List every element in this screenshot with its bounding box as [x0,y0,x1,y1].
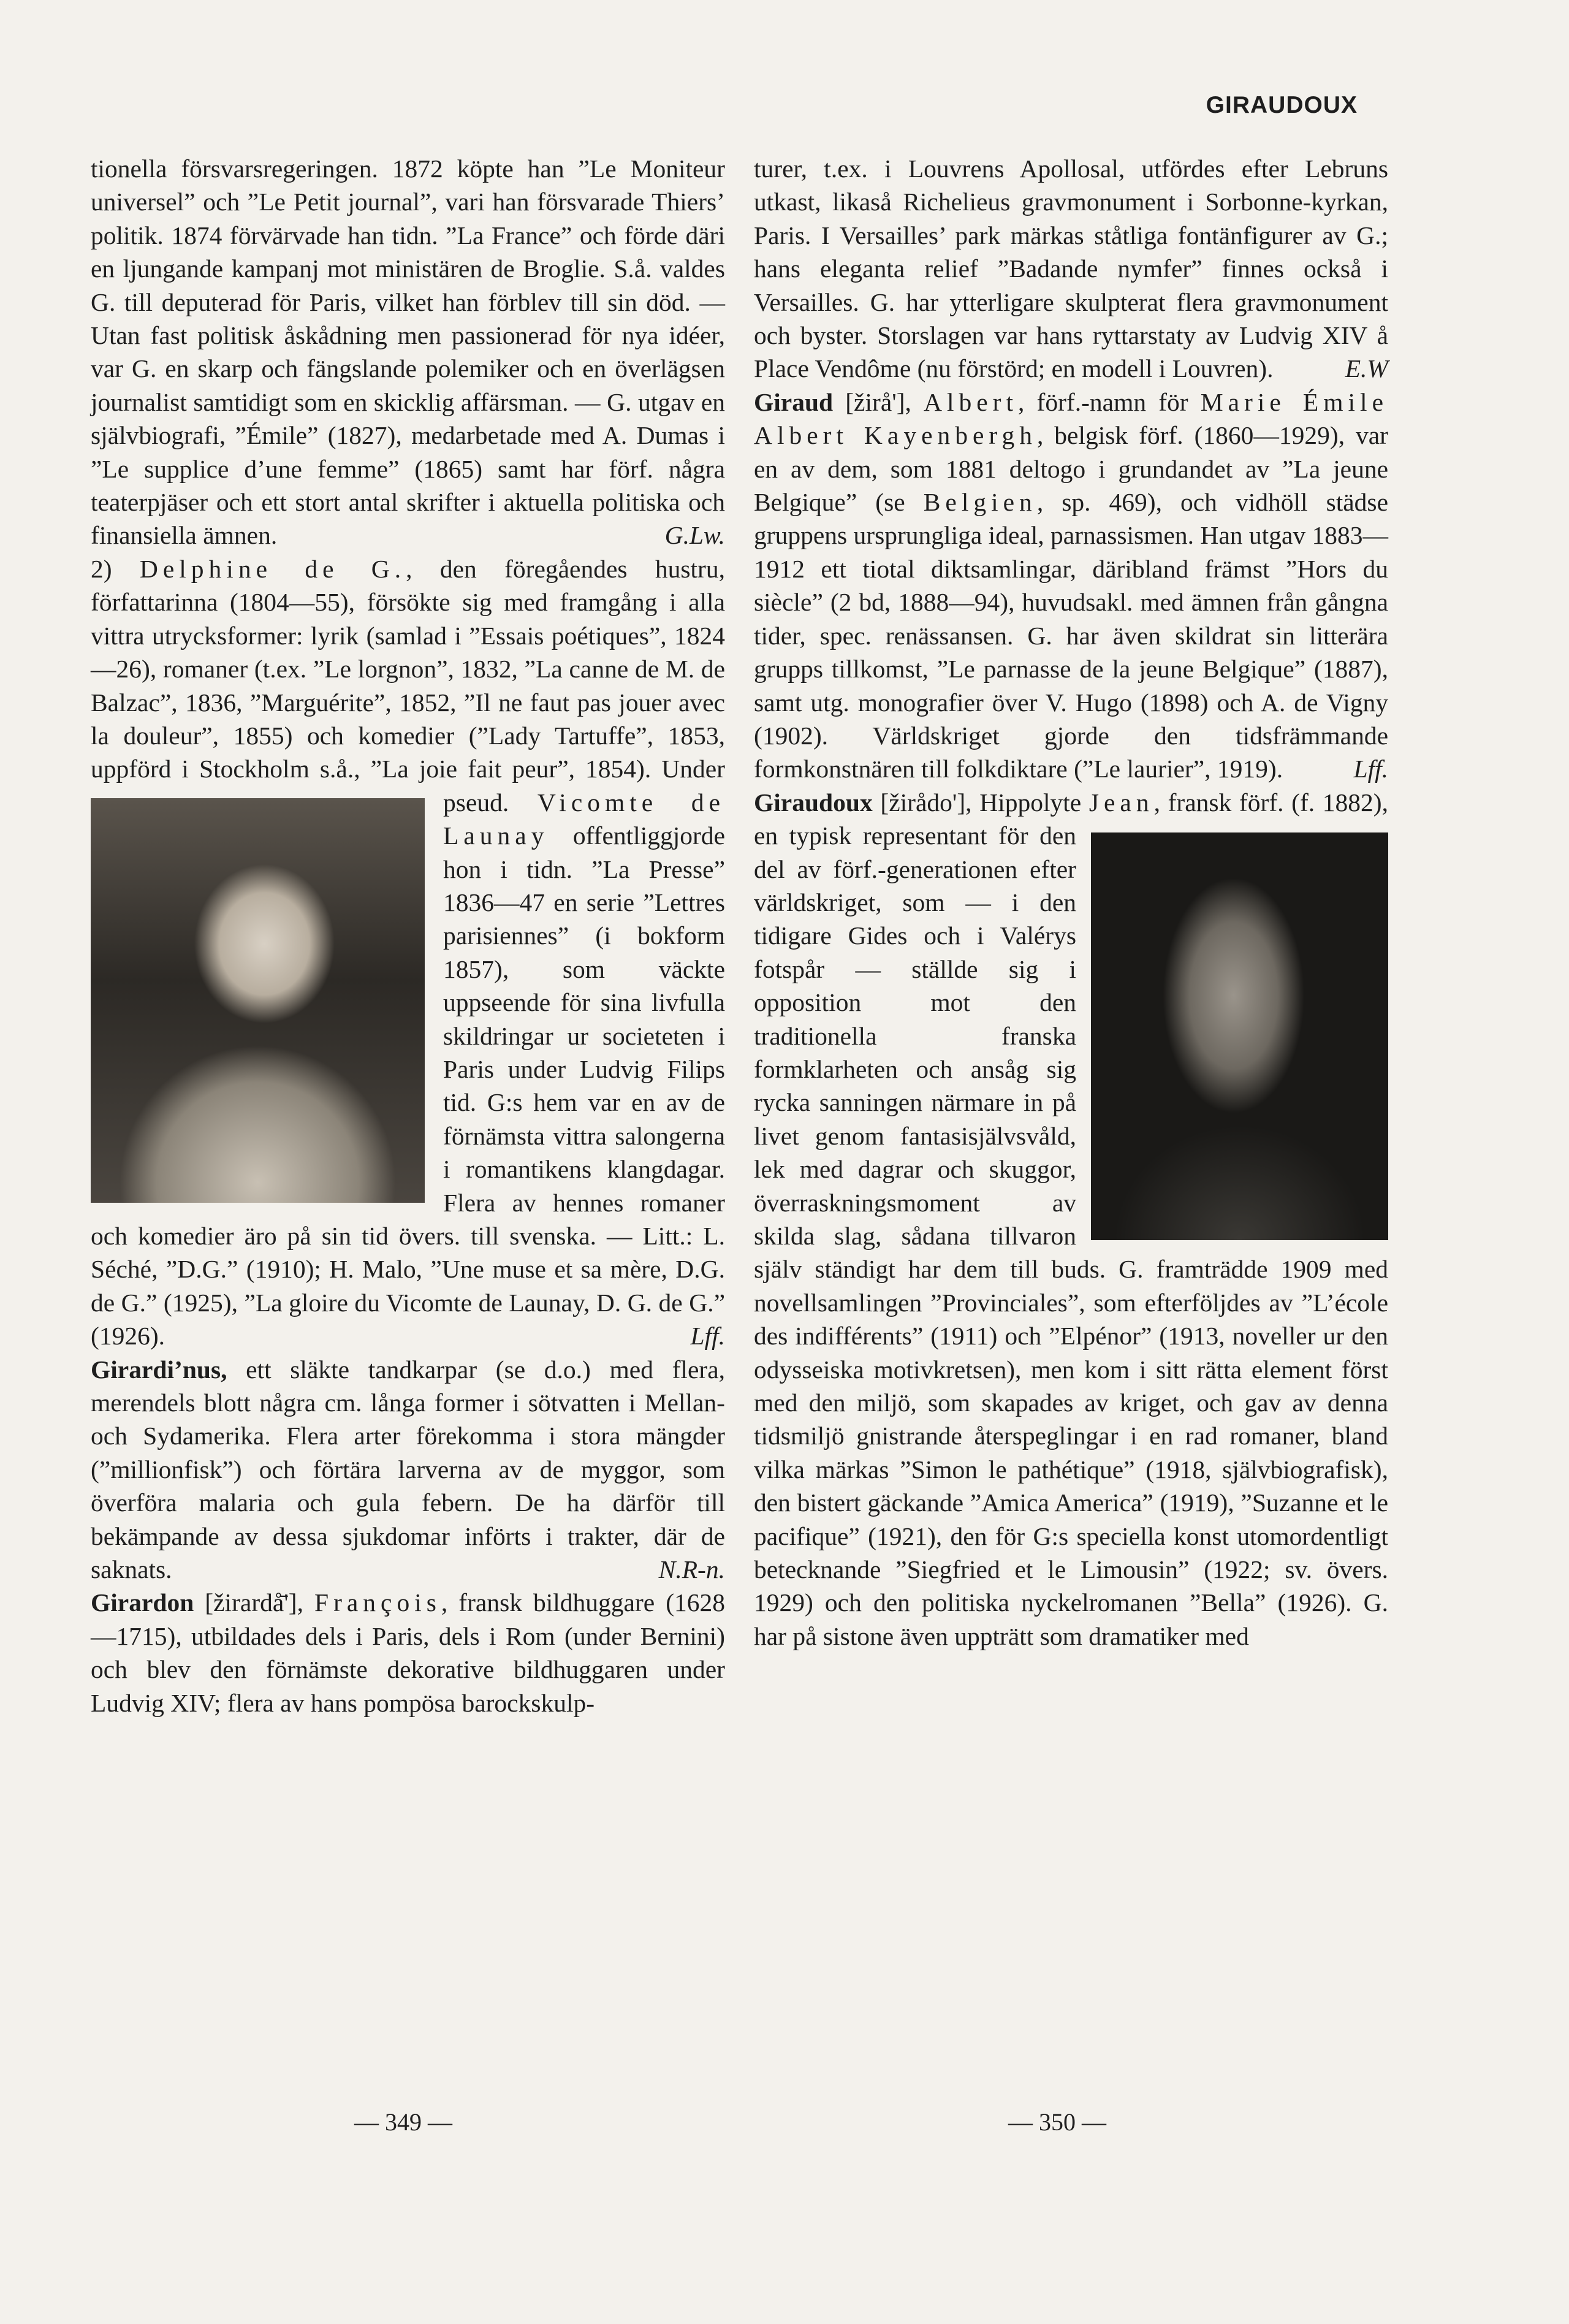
portrait-giraudoux [1091,832,1388,1240]
portrait-delphine [91,798,425,1203]
running-head: GIRAUDOUX [1206,92,1358,118]
entry-name-spaced: Jean [1088,788,1154,817]
author-signature: Lff. [1353,755,1388,783]
headword: Giraud [754,387,834,416]
entry-name: Albert [924,387,1019,416]
page-number-left: — 349 — [354,2108,452,2136]
article-giraudoux: Giraudoux [žirådo'], Hippolyte Jean , fransk förf. (f. 1882), en typisk representant för den del av förf.-generationen efter världskriget, som — i den tidigare Gides och i Valérys fotspår — ställde sig i opposition mot den traditionella franska formklarheten och ansåg sig rycka sanningen närmare in på livet genom fantasisjälvsvåld, lek med dagrar och skuggor, överraskningsmoment av skilda slag, sådana tillvaron själv ständigt har dem till buds. G. framträdde 1909 med novellsamlingen ”Provinciales”, som efterföljdes av ”L’école des indifférents” (1911) och ”Elpénor” (1913, noveller ur den odysseiska motivkretsen), men kom i sitt rätta element först med den miljö, som skapades av kriget, och gav av denna tidsmiljö gnistrande återspeglingar i en rad romaner, bland vilka märkas ”Simon le pathétique” (1918, självbiografisk), den bistert gäckande ”Amica America” (1919), ”Suzanne et le pacifique” (1921), den för G:s speciella konst utomordentligt betecknande ”Siegfried et le Limousin” (1922; sv. övers. 1929) och den politiska nyckelromanen ”Bella” (1926). G. har på sistone även uppträtt som dramatiker med [754,788,1389,1650]
pronunciation: [žirardå̄'], [194,1588,314,1617]
page-number-right: — 350 — [1008,2108,1106,2136]
entry-name: Hippolyte [979,788,1089,817]
entry-name: Delphine de G. [139,554,406,583]
headword: Girardi’nus, [91,1355,227,1384]
left-column [91,152,725,1720]
article-continuation: tionella försvarsregeringen. 1872 köpte han ”Le Moniteur universel” och ”Le Petit journal”, vari han försvarade Thiers’ politik. 1874 förvärvade han tidn. ”La France” och förde däri en ljungande kampanj mot ministären de Broglie. S.å. valdes G. till deputerad för Paris, vilket han förblev till sin död. — Utan fast politisk åskådning men passionerad för nya idéer, var G. en skarp och fängslande polemiker och en överlägsen journalist samtidigt som en skicklig affärsman. — G. utgav en självbiografi, ”Émile” (1827), medarbetade med A. Dumas i ”Le supplice d’une femme” (1865) samt har förf. några teaterpjäser och ett stort antal skrifter i aktuella politiska och finansiella ämnen. G.Lw. [91,152,725,552]
author-signature: G.Lw. [664,521,725,550]
headword: Giraudoux [754,788,873,817]
author-signature: N.R-n. [658,1555,725,1584]
entry-full-name: Marie Émile Albert Kayenbergh [754,387,1388,450]
headword: Girardon [91,1588,194,1617]
pseudonym: Vicomte de Launay [443,788,725,850]
entry-name: François [314,1588,441,1617]
right-column [754,152,1388,1653]
pronunciation: [žirådo'], [872,788,980,817]
author-signature: E.W [1345,354,1388,383]
article-giraud: Giraud [žirå'], Albert, förf.-namn för Marie Émile Albert Kayenbergh, belgisk förf. (1860—1929), var en av dem, som 1881 deltogo i grundandet av ”La jeune Belgique” (se Belgien, sp. 469), och vidhöll städse gruppens ursprungliga ideal, parnassismen. Han utgav 1883—1912 ett tiotal diktsamlingar, däribland främst ”Hors du siècle” (2 bd, 1888—94), huvudsakl. med ämnen från gångna tider, spec. renässansen. G. har även skildrat sin litterära grupps tillkomst, ”Le parnasse de la jeune Belgique” (1887), samt utg. monografier över V. Hugo (1898) och A. de Vigny (1902). Världskriget gjorde den tidsfrämmande formkonstnären till folkdiktare (”Le laurier”, 1919). Lff. [754,386,1388,786]
article-girardon-continued: turer, t.ex. i Louvrens Apollosal, utfördes efter Lebruns utkast, likaså Richelieus gravmonument i Sorbonne-kyrkan, Paris. I Versailles’ park märkas ståtliga fontänfigurer av G.; hans eleganta relief ”Badande nymfer” finnes också i Versailles. G. har ytterligare skulpterat flera gravmonument och byster. Storslagen var hans ryttarstaty av Ludvig XIV å Place Vendôme (nu förstörd; en modell i Louvren). E.W [754,152,1388,386]
article-girardon: Girardon [žirardå̄'], François, fransk bildhuggare (1628—1715), utbildades dels i Paris, dels i Rom (under Bernini) och blev den förnämste dekorative bildhuggaren under Ludvig XIV; flera av hans pompösa barockskulp- [91,1588,726,1717]
article-girardinus: Girardi’nus, ett släkte tandkarpar (se d.o.) med flera, merendels blott några cm. långa former i sötvatten i Mellan- och Sydamerika. Flera arter förekomma i stora mängder (”millionfisk”) och förtära larverna av de myggor, som överföra malaria och gula febern. De ha därför till bekämpande av dessa sjukdomar införts i trakter, där de saknats. N.R-n. [91,1353,725,1587]
pronunciation: [žirå'], [833,387,924,416]
cross-reference: Belgien [923,488,1037,517]
author-signature: Lff. [690,1322,725,1351]
article-delphine: 2) Delphine de G., den föregåendes hustru, författarinna (1804—55), försökte sig med framgång i alla vittra utrycksformer: lyrik (samlad i ”Essais poétiques”, 1824—26), romaner (t.ex. ”Le lorgnon”, 1832, ”La canne de M. de Balzac”, 1836, ”Marguérite”, 1852, ”Il ne faut pas jouer avec la douleur”, 1855) och komedier (”Lady Tartuffe”, 1853, uppförd i Stockholm s.å., ”La joie fait peur”, 1854). Under pseud. Vicomte de Launay offentliggjorde hon i tidn. ”La Presse” 1836—47 en serie ”Lettres parisiennes” (i bokform 1857), som väckte uppseende för sina livfulla skildringar ur societeten i Paris under Ludvig Filips tid. G:s hem var en av de förnämsta vittra salongerna i romantikens klangdagar. Flera av hennes romaner och komedier äro på sin tid övers. till svenska. — Litt.: L. Séché, ”D.G.” (1910); H. Malo, ”Une muse et sa mère, D.G. de G.” (1925), ”La gloire du Vicomte de Launay, D. G. de G.” (1926). Lff. [91,552,725,1353]
